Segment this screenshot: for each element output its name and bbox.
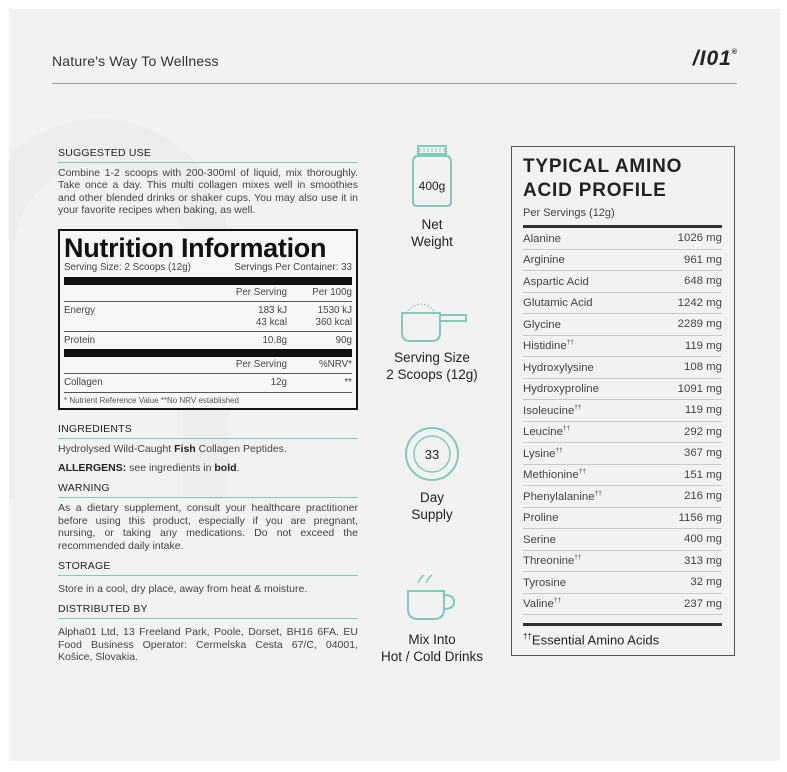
amino-value: 151 mg <box>684 468 722 481</box>
amino-row <box>523 250 722 272</box>
amino-name-wrap <box>523 468 586 481</box>
amino-row <box>523 314 722 336</box>
amino-name: Isoleucine <box>523 404 575 417</box>
allergens-text <box>58 462 358 474</box>
col2-nrv: %NRV* <box>318 358 352 370</box>
nutrition-title: Nutrition Information <box>64 232 327 263</box>
nutrition-rule <box>64 301 352 302</box>
feature-serving-size <box>362 291 502 383</box>
essential-marker: †† <box>574 403 582 411</box>
amino-name: Valine <box>523 598 554 611</box>
amino-value: 292 mg <box>684 425 722 438</box>
amino-name: Hydroxylysine <box>523 361 594 374</box>
amino-value: 648 mg <box>684 275 722 288</box>
amino-value: 1156 mg <box>678 511 722 524</box>
servings-per-container: Servings Per Container: 33 <box>234 261 352 273</box>
amino-row <box>523 594 722 616</box>
registered-mark: ® <box>731 49 738 56</box>
amino-row <box>523 508 722 530</box>
nutrition-thick-rule <box>64 349 352 357</box>
net-weight-line1: Net <box>421 217 443 232</box>
amino-name: Leucine <box>523 426 563 439</box>
amino-name: Phenylalanine <box>523 490 595 503</box>
amino-value: 237 mg <box>684 597 722 610</box>
ingredients-allergen: Fish <box>174 442 196 455</box>
amino-name-wrap <box>523 361 594 374</box>
amino-row <box>523 486 722 508</box>
amino-value: 961 mg <box>684 253 722 266</box>
distributed-text: Alpha01 Ltd, 13 Freeland Park, Poole, Dorset, BH16 6FA. EU Food Business Operator: Cermelska Cesta 67/C, 04001, Košice, Slovakia. <box>58 626 358 664</box>
left-column <box>58 147 358 664</box>
scoop-icon <box>392 291 472 343</box>
amino-row <box>523 465 722 487</box>
amino-name: Hydroxyproline <box>523 383 599 396</box>
amino-name-wrap <box>523 382 599 395</box>
amino-name: Glutamic Acid <box>523 297 593 310</box>
nutrition-serving-row <box>64 262 352 275</box>
amino-value: 400 mg <box>684 533 722 546</box>
amino-name: Threonine <box>523 555 575 568</box>
amino-footnote-text: Essential Amino Acids <box>531 632 660 648</box>
amino-value: 1091 mg <box>677 382 722 395</box>
amino-name: Arginine <box>523 254 565 267</box>
nutrition-rule <box>64 331 352 332</box>
amino-name-wrap <box>523 425 570 438</box>
energy-kcal-100g: 360 kcal <box>315 316 352 328</box>
nutrition-rule <box>64 373 352 374</box>
amino-name-wrap <box>523 275 589 288</box>
ingredients-heading: INGREDIENTS <box>58 423 358 439</box>
serving-size: Serving Size: 2 Scoops (12g) <box>64 261 191 273</box>
nutrition-thick-rule <box>64 277 352 285</box>
product-label-card <box>9 9 780 761</box>
allergens-pre: see ingredients in <box>126 462 215 475</box>
mix-line1: Mix Into <box>408 632 456 647</box>
amino-row <box>523 228 722 250</box>
amino-name-wrap <box>523 554 582 567</box>
amino-row <box>523 422 722 444</box>
protein-serving: 10.8g <box>262 335 287 347</box>
brand-logo-text: /I01 <box>692 47 732 70</box>
header-divider <box>52 83 737 84</box>
amino-name-wrap <box>523 296 593 309</box>
amino-row <box>523 400 722 422</box>
essential-marker: †† <box>553 597 562 605</box>
amino-name: Lysine <box>523 447 556 460</box>
serving-size-line1: Serving Size <box>394 350 470 365</box>
nutrition-column-headers <box>64 287 352 299</box>
amino-title-line1: TYPICAL AMINO <box>523 156 683 177</box>
net-weight-line2: Weight <box>411 234 453 249</box>
day-supply-line1: Day <box>419 490 444 505</box>
essential-marker: †† <box>566 339 574 347</box>
energy-label: Energy <box>64 305 96 317</box>
energy-kcal-row <box>64 317 352 329</box>
amino-value: 1026 mg <box>677 232 722 245</box>
cup-icon <box>402 573 462 623</box>
amino-name-wrap <box>523 318 561 331</box>
collagen-row <box>64 377 352 389</box>
energy-row <box>64 305 352 317</box>
amino-name-wrap <box>523 511 558 524</box>
essential-marker: †† <box>555 446 563 454</box>
distributed-heading: DISTRIBUTED BY <box>58 603 358 619</box>
allergens-label: ALLERGENS: <box>58 462 127 475</box>
amino-value: 32 mg <box>690 576 722 589</box>
energy-kj-100g: 1530 kJ <box>317 305 352 317</box>
feature-day-supply <box>362 425 502 523</box>
essential-marker: †† <box>562 425 571 433</box>
amino-rows <box>523 228 722 615</box>
col2-per-serving: Per Serving <box>235 358 287 370</box>
storage-heading: STORAGE <box>58 560 358 576</box>
amino-value: 119 mg <box>684 404 722 417</box>
essential-marker: †† <box>578 468 586 476</box>
amino-name: Aspartic Acid <box>523 275 589 288</box>
jar-icon <box>407 144 457 208</box>
amino-name-wrap <box>523 447 563 460</box>
amino-name-wrap <box>523 490 602 503</box>
net-weight-value: 400g <box>418 179 446 193</box>
protein-row <box>64 335 352 347</box>
warning-heading: WARNING <box>58 482 358 498</box>
amino-row <box>523 271 722 293</box>
amino-name-wrap <box>523 232 561 245</box>
amino-row <box>523 379 722 401</box>
amino-row <box>523 551 722 573</box>
amino-name-wrap <box>523 597 561 610</box>
essential-marker: †† <box>574 554 582 562</box>
collagen-serving: 12g <box>270 377 287 389</box>
amino-name: Proline <box>523 512 559 525</box>
amino-row <box>523 572 722 594</box>
nutrition-panel <box>58 229 358 410</box>
essential-mark: †† <box>523 632 532 641</box>
amino-name: Methionine <box>523 469 579 482</box>
amino-value: 108 mg <box>684 361 722 374</box>
collagen-nrv: ** <box>344 377 352 389</box>
allergens-post: . <box>236 462 240 475</box>
ingredients-text <box>58 443 358 455</box>
mix-line2: Hot / Cold Drinks <box>380 649 484 664</box>
amino-row <box>523 293 722 315</box>
amino-value: 313 mg <box>684 554 722 567</box>
feature-mix-drinks <box>362 573 502 665</box>
amino-row <box>523 529 722 551</box>
suggested-use-heading: SUGGESTED USE <box>58 147 358 163</box>
amino-value: 119 mg <box>684 339 722 352</box>
suggested-use-text: Combine 1-2 scoops with 200-300ml of liquid, mix thoroughly. Take once a day. This multi collagen mixes well in smoothies and other blended drinks or shaker cups. You may also use it in your favorite recipes when baking, as well. <box>58 167 358 217</box>
amino-name-wrap <box>523 404 582 417</box>
feature-net-weight <box>362 144 502 250</box>
amino-value: 2289 mg <box>677 318 722 331</box>
amino-value: 216 mg <box>684 490 722 503</box>
amino-footnote <box>523 623 722 647</box>
amino-name-wrap <box>523 533 556 546</box>
amino-row <box>523 443 722 465</box>
amino-per-servings: Per Servings (12g) <box>523 207 722 228</box>
day-supply-value: 33 <box>424 447 440 462</box>
amino-name: Tyrosine <box>523 576 567 589</box>
amino-title-line2: ACID PROFILE <box>523 180 667 201</box>
ingredients-text-post: Collagen Peptides. <box>195 442 287 455</box>
storage-text: Store in a cool, dry place, away from heat & moisture. <box>58 583 308 596</box>
amino-name: Serine <box>523 533 556 546</box>
nutrition-rule <box>64 392 352 393</box>
allergens-bold: bold <box>214 462 237 475</box>
amino-row <box>523 357 722 379</box>
warning-text: As a dietary supplement, consult your healthcare practitioner before using this product, especially if you are pregnant, nursing, or taking any medications. Do not exceed the recommended daily intake. <box>58 502 358 552</box>
amino-value: 1242 mg <box>677 296 722 309</box>
brand-logo <box>693 47 738 71</box>
essential-marker: †† <box>594 489 602 497</box>
amino-name-wrap <box>523 339 574 352</box>
col-per-100g: Per 100g <box>312 286 352 298</box>
amino-name: Glycine <box>523 318 561 331</box>
day-supply-line2: Supply <box>411 507 453 522</box>
protein-100g: 90g <box>335 335 352 347</box>
amino-name-wrap <box>523 253 565 266</box>
nutrition-footnote: * Nutrient Reference Value **No NRV established <box>64 395 239 405</box>
energy-kcal-serving: 43 kcal <box>255 316 287 328</box>
amino-value: 367 mg <box>684 447 722 460</box>
col-per-serving: Per Serving <box>235 286 287 298</box>
protein-label: Protein <box>64 335 96 347</box>
amino-name: Histidine <box>523 340 567 353</box>
amino-name-wrap <box>523 576 566 589</box>
tagline: Nature's Way To Wellness <box>52 53 219 69</box>
ingredients-text-pre: Hydrolysed Wild-Caught <box>58 442 175 455</box>
energy-kj-serving: 183 kJ <box>258 305 287 317</box>
amino-acid-panel <box>511 146 735 656</box>
amino-row <box>523 336 722 358</box>
serving-size-line2: 2 Scoops (12g) <box>386 367 478 382</box>
amino-name: Alanine <box>523 232 561 245</box>
collagen-label: Collagen <box>64 377 103 389</box>
nutrition-column-headers-2 <box>64 359 352 371</box>
